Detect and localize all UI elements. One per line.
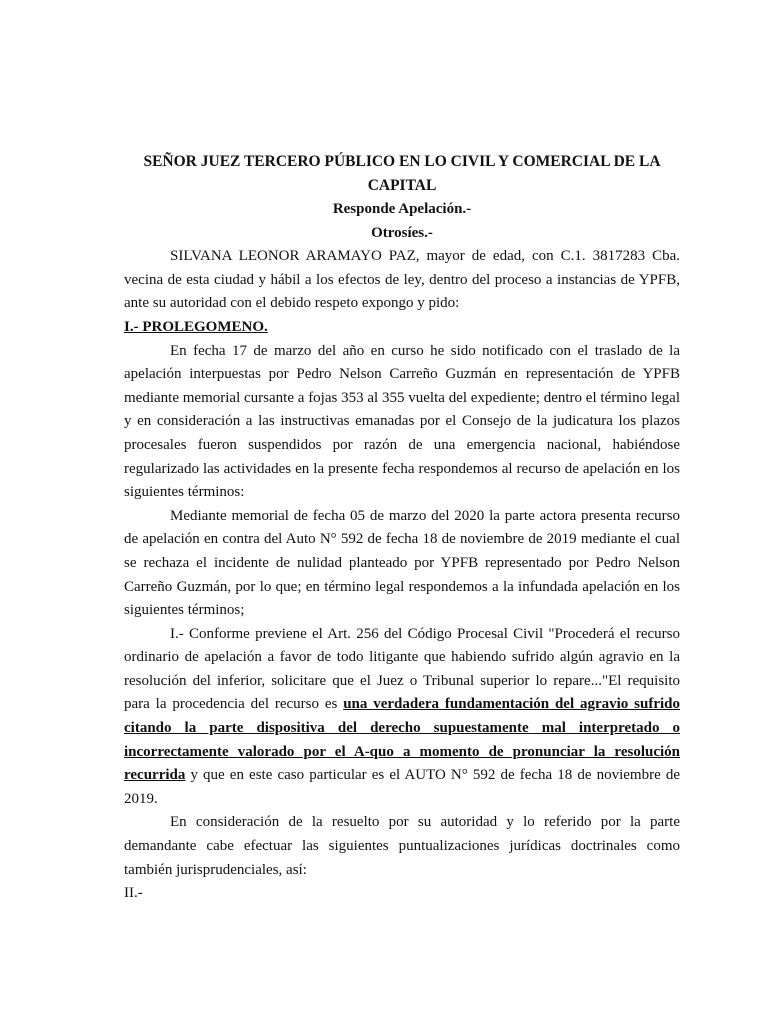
- paragraph-notification: En fecha 17 de marzo del año en curso he sido notificado con el traslado de la apelación interpuestas por Pedro Nelson Carreño Guzmán en representación de YPFB mediante memorial cursante a fojas 353 al 355 vuelta del expediente; dentro el término legal y en consideración a las instructivas emanadas por el Consejo de la judicatura los plazos procesales fueron suspendidos por razón de una emergencia nacional, habiéndose regularizado las actividades en la presente fecha respondemos al recurso de apelación en los siguientes términos:: [124, 342, 680, 501]
- document-subtitle-otrosies: Otrosíes.-: [371, 224, 433, 241]
- paragraph-consideration: En consideración de la resuelto por su autoridad y lo referido por la parte demandante cabe efectuar las siguientes puntualizaciones jurídicas doctrinales como también jurisprudenciales, así:: [124, 814, 680, 878]
- paragraph-article-256-text-before: I.- Conforme previene el Art. 256 del Código Procesal Civil "Procederá el recurso ordinario de apelación a favor de todo litigante que habiendo sufrido algún agravio en la resolución del inferior, solicitare que el Juez o Tribunal superior lo repare..."El requisito para la procedencia del recurso es: [124, 625, 680, 713]
- paragraph-article-256-text-after: y que en este caso particular es el AUTO N° 592 de fecha 18 de noviembre de 2019.: [124, 767, 680, 807]
- intro-paragraph: SILVANA LEONOR ARAMAYO PAZ, mayor de edad, con C.1. 3817283 Cba. vecina de esta ciudad y hábil a los efectos de ley, dentro del proceso a instancias de YPFB, ante su autoridad con el debido respeto expongo y pido:: [124, 248, 680, 312]
- section-1-heading: I.- PROLEGOMENO.: [124, 318, 268, 335]
- document-subtitle-responde: Responde Apelación.-: [332, 201, 472, 217]
- document-title: SEÑOR JUEZ TERCERO PÚBLICO EN LO CIVIL Y COMERCIAL DE LA CAPITAL: [143, 153, 661, 194]
- paragraph-memorial: Mediante memorial de fecha 05 de marzo del 2020 la parte actora presenta recurso de apelación en contra del Auto N° 592 de fecha 18 de noviembre de 2019 mediante el cual se rechaza el incidente de nulidad planteado por YPFB representado por Pedro Nelson Carreño Guzmán, por lo que; en término legal respondemos a la infundada apelación en los siguientes términos;: [124, 507, 680, 619]
- paragraph-article-256-emphasis: una verdadera fundamentación del agravio sufrido citando la parte dispositiva del derecho supuestamente mal interpretado o incorrectamente valorado por el A-quo a momento de pronunciar la resolución recurrida: [124, 696, 681, 784]
- document-body: [124, 150, 680, 906]
- paragraph-article-256: [124, 623, 680, 812]
- section-2-heading: II.-: [124, 885, 143, 902]
